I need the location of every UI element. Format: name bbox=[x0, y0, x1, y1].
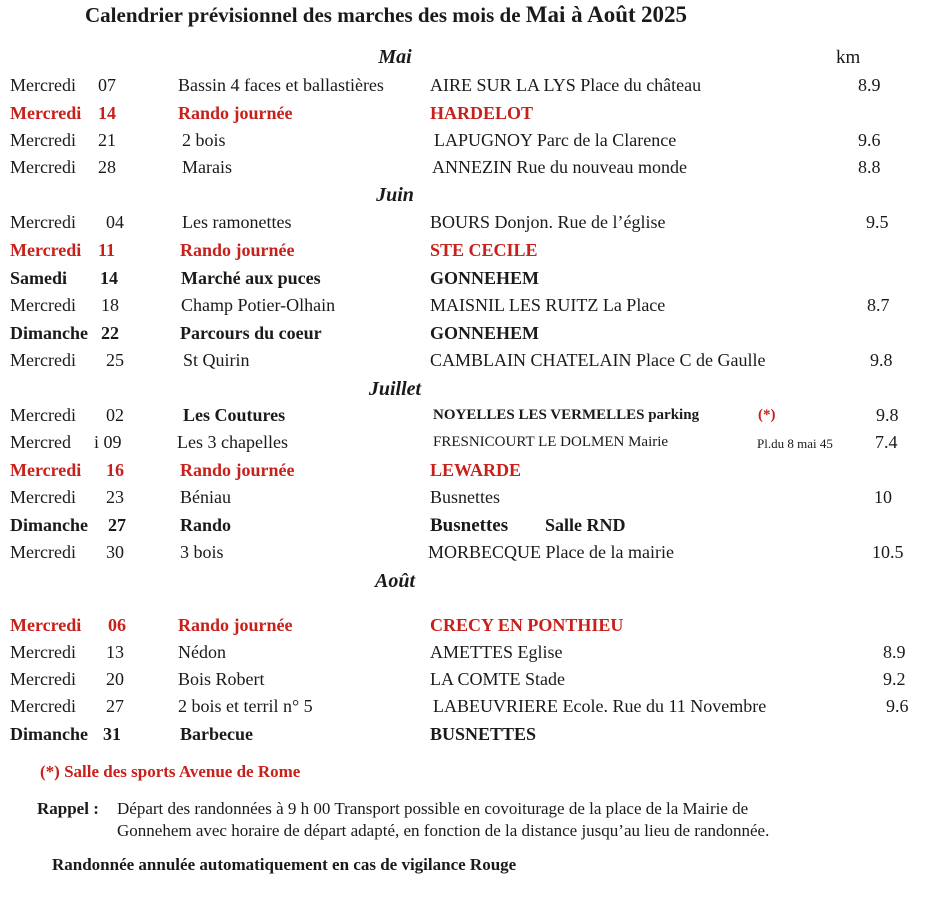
place: LA COMTE Stade bbox=[430, 669, 565, 689]
place: BOURS Donjon. Rue de l’église bbox=[430, 212, 666, 232]
vigilance-warning: Randonnée annulée automatiquement en cas de vigilance Rouge bbox=[52, 855, 517, 874]
distance-km: 7.4 bbox=[875, 432, 898, 452]
place: GONNEHEM bbox=[430, 268, 540, 288]
distance-km: 9.2 bbox=[883, 669, 906, 689]
distance-km: 8.9 bbox=[883, 642, 906, 662]
table-row bbox=[0, 724, 925, 751]
rappel-label: Rappel : bbox=[37, 799, 99, 818]
distance-km: 9.8 bbox=[876, 405, 899, 425]
table-row bbox=[0, 212, 925, 239]
activity: Rando journée bbox=[180, 460, 295, 480]
distance-km: 9.6 bbox=[886, 696, 909, 716]
day-number: 28 bbox=[98, 157, 116, 177]
day-name: Mercredi bbox=[10, 669, 76, 689]
day-number: 31 bbox=[103, 724, 121, 744]
day-name: Samedi bbox=[10, 268, 68, 288]
activity: Parcours du coeur bbox=[180, 323, 322, 343]
day-number: 27 bbox=[108, 515, 126, 535]
activity: Rando journée bbox=[180, 240, 295, 260]
place: CAMBLAIN CHATELAIN Place C de Gaulle bbox=[430, 350, 766, 370]
day-name: Mercredi bbox=[10, 350, 76, 370]
distance-km: 10 bbox=[874, 487, 892, 507]
day-number: 11 bbox=[98, 240, 116, 260]
day-name: Mercredi bbox=[10, 460, 82, 480]
footnote-marker: (*) bbox=[758, 407, 776, 423]
table-row bbox=[0, 240, 925, 267]
table-row bbox=[0, 669, 925, 696]
activity: Nédon bbox=[178, 642, 226, 662]
activity: Béniau bbox=[180, 487, 231, 507]
table-row bbox=[0, 75, 925, 102]
distance-km: 9.8 bbox=[870, 350, 893, 370]
day-number: 07 bbox=[98, 75, 116, 95]
km-column-header: km bbox=[836, 47, 861, 68]
day-name: Dimanche bbox=[10, 323, 88, 343]
day-number: 18 bbox=[101, 295, 119, 315]
activity: Champ Potier-Olhain bbox=[181, 295, 336, 315]
page-title: Calendrier prévisionnel des marches des mois de Mai à Août 2025 bbox=[85, 2, 687, 27]
activity: Barbecue bbox=[180, 724, 253, 744]
place-detail: Pl.du 8 mai 45 bbox=[757, 436, 833, 451]
activity: St Quirin bbox=[183, 350, 250, 370]
day-number: 04 bbox=[106, 212, 124, 232]
day-name: Mercredi bbox=[10, 542, 76, 562]
day-name: Mercredi bbox=[10, 487, 76, 507]
place: AIRE SUR LA LYS Place du château bbox=[430, 75, 702, 95]
place: STE CECILE bbox=[430, 240, 538, 260]
activity: Marais bbox=[182, 157, 232, 177]
distance-km: 9.5 bbox=[866, 212, 889, 232]
table-row bbox=[0, 323, 925, 350]
place: AMETTES Eglise bbox=[430, 642, 563, 662]
day-name: Mercredi bbox=[10, 130, 76, 150]
day-number: 14 bbox=[98, 103, 116, 123]
activity: Marché aux puces bbox=[181, 268, 321, 288]
activity: Bassin 4 faces et ballastières bbox=[178, 75, 384, 95]
place: HARDELOT bbox=[430, 103, 534, 123]
table-row bbox=[0, 515, 925, 542]
day-name: Dimanche bbox=[10, 724, 88, 744]
day-number: 25 bbox=[106, 350, 124, 370]
distance-km: 8.8 bbox=[858, 157, 881, 177]
place: ANNEZIN Rue du nouveau monde bbox=[432, 157, 687, 177]
rappel-line-2: Gonnehem avec horaire de départ adapté, en fonction de la distance jusqu’au lieu de randonnée. bbox=[117, 821, 770, 840]
day-number: 13 bbox=[106, 642, 124, 662]
activity: Rando journée bbox=[178, 615, 293, 635]
activity: Les Coutures bbox=[183, 405, 286, 425]
place: LABEUVRIERE Ecole. Rue du 11 Novembre bbox=[433, 696, 767, 716]
table-row bbox=[0, 460, 925, 487]
day-name: Mercredi bbox=[10, 103, 82, 123]
table-row bbox=[0, 615, 925, 642]
place-detail: Salle RND bbox=[545, 515, 626, 535]
day-number: i 09 bbox=[94, 432, 122, 452]
table-row bbox=[0, 350, 925, 377]
activity: Rando bbox=[180, 515, 232, 535]
day-name: Mercredi bbox=[10, 75, 76, 95]
place: Busnettes bbox=[430, 487, 500, 507]
month-heading-mai: Mai bbox=[378, 46, 412, 68]
day-name: Dimanche bbox=[10, 515, 88, 535]
day-name: Mercredi bbox=[10, 696, 76, 716]
place: CRECY EN PONTHIEU bbox=[430, 615, 624, 635]
day-number: 21 bbox=[98, 130, 116, 150]
place: GONNEHEM bbox=[430, 323, 540, 343]
day-name: Mercredi bbox=[10, 295, 76, 315]
activity: 2 bois et terril n° 5 bbox=[178, 696, 313, 716]
table-row bbox=[0, 130, 925, 157]
table-row bbox=[0, 696, 925, 723]
table-row bbox=[0, 432, 925, 459]
distance-km: 10.5 bbox=[872, 542, 904, 562]
place: MAISNIL LES RUITZ La Place bbox=[430, 295, 666, 315]
day-number: 22 bbox=[101, 323, 119, 343]
table-row bbox=[0, 157, 925, 184]
table-row bbox=[0, 487, 925, 514]
day-number: 14 bbox=[100, 268, 118, 288]
place: FRESNICOURT LE DOLMEN Mairie bbox=[433, 434, 669, 450]
place: BUSNETTES bbox=[430, 724, 537, 744]
day-number: 20 bbox=[106, 669, 124, 689]
rappel-line-1: Départ des randonnées à 9 h 00 Transport possible en covoiturage de la place de la Mairie de bbox=[117, 799, 749, 818]
table-row bbox=[0, 542, 925, 569]
activity: Bois Robert bbox=[178, 669, 265, 689]
day-number: 16 bbox=[106, 460, 124, 480]
table-row bbox=[0, 295, 925, 322]
place: LAPUGNOY Parc de la Clarence bbox=[434, 130, 677, 150]
place: NOYELLES LES VERMELLES parking bbox=[433, 407, 700, 423]
month-heading-aout: Août bbox=[374, 570, 416, 592]
footnote: (*) Salle des sports Avenue de Rome bbox=[40, 762, 301, 781]
place: LEWARDE bbox=[430, 460, 522, 480]
activity: 2 bois bbox=[182, 130, 226, 150]
day-name: Mercred bbox=[10, 432, 71, 452]
distance-km: 8.7 bbox=[867, 295, 890, 315]
day-name: Mercredi bbox=[10, 240, 82, 260]
table-row bbox=[0, 642, 925, 669]
month-heading-juillet: Juillet bbox=[368, 378, 422, 400]
place: Busnettes bbox=[430, 515, 509, 536]
distance-km: 9.6 bbox=[858, 130, 881, 150]
day-name: Mercredi bbox=[10, 212, 76, 232]
day-number: 06 bbox=[108, 615, 126, 635]
activity: 3 bois bbox=[180, 542, 224, 562]
day-name: Mercredi bbox=[10, 642, 76, 662]
day-number: 30 bbox=[106, 542, 124, 562]
day-name: Mercredi bbox=[10, 157, 76, 177]
day-number: 23 bbox=[106, 487, 124, 507]
day-number: 02 bbox=[106, 405, 124, 425]
distance-km: 8.9 bbox=[858, 75, 881, 95]
day-number: 27 bbox=[106, 696, 124, 716]
table-row bbox=[0, 268, 925, 295]
month-heading-juin: Juin bbox=[376, 184, 414, 206]
place: MORBECQUE Place de la mairie bbox=[428, 542, 674, 562]
activity: Rando journée bbox=[178, 103, 293, 123]
day-name: Mercredi bbox=[10, 405, 76, 425]
activity: Les 3 chapelles bbox=[177, 432, 288, 452]
table-row bbox=[0, 103, 925, 130]
day-name: Mercredi bbox=[10, 615, 82, 635]
table-row bbox=[0, 405, 925, 432]
activity: Les ramonettes bbox=[182, 212, 292, 232]
